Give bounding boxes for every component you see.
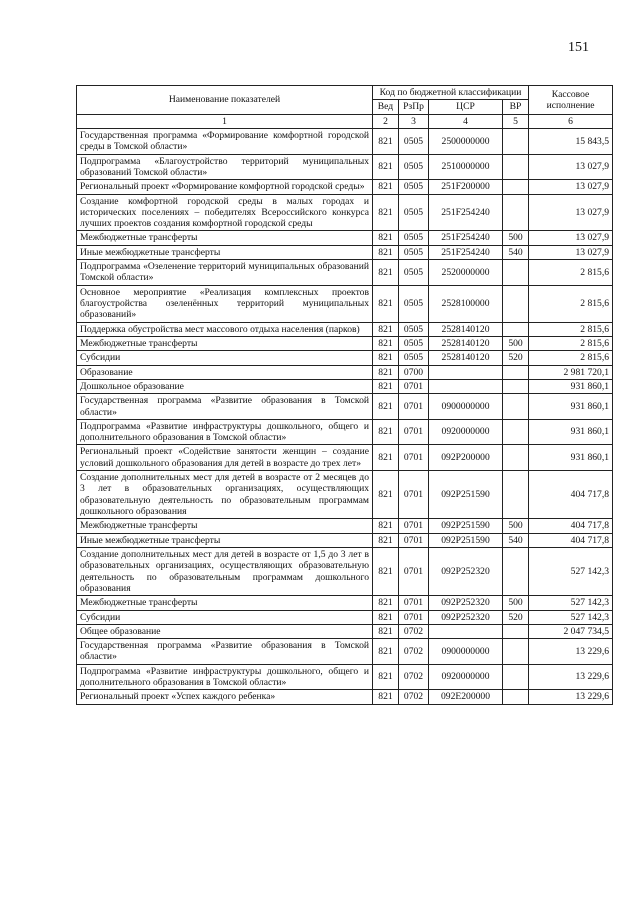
row-ved: 821: [373, 336, 399, 350]
table-row: [77, 336, 613, 350]
row-ved: 821: [373, 379, 399, 393]
row-csr: 251F254240: [429, 231, 503, 245]
row-vr: [503, 154, 529, 180]
table-row: [77, 547, 613, 595]
row-csr: 092P251590: [429, 519, 503, 533]
row-ved: 821: [373, 690, 399, 704]
row-name: Общее образование: [77, 624, 373, 638]
row-rzpr: 0701: [399, 445, 429, 471]
row-amount: 2 047 734,5: [529, 624, 613, 638]
row-vr: [503, 624, 529, 638]
table-row: [77, 624, 613, 638]
row-amount: 13 229,6: [529, 690, 613, 704]
row-vr: [503, 128, 529, 154]
row-rzpr: 0505: [399, 128, 429, 154]
row-rzpr: 0701: [399, 596, 429, 610]
row-rzpr: 0505: [399, 260, 429, 286]
row-name: Субсидии: [77, 610, 373, 624]
row-name: Межбюджетные трансферты: [77, 231, 373, 245]
row-ved: 821: [373, 639, 399, 665]
row-vr: [503, 365, 529, 379]
row-vr: 520: [503, 351, 529, 365]
row-ved: 821: [373, 231, 399, 245]
row-vr: [503, 260, 529, 286]
row-csr: 251F200000: [429, 180, 503, 194]
budget-table: [76, 85, 613, 705]
row-vr: 540: [503, 533, 529, 547]
row-vr: 500: [503, 336, 529, 350]
row-vr: 500: [503, 596, 529, 610]
row-ved: 821: [373, 533, 399, 547]
row-amount: 527 142,3: [529, 610, 613, 624]
column-number: 3: [399, 114, 429, 128]
row-name: Межбюджетные трансферты: [77, 596, 373, 610]
table-row: [77, 445, 613, 471]
row-amount: 931 860,1: [529, 394, 613, 420]
row-ved: 821: [373, 260, 399, 286]
row-rzpr: 0505: [399, 336, 429, 350]
row-csr: 2520000000: [429, 260, 503, 286]
row-csr: 092P251590: [429, 471, 503, 519]
table-row: [77, 194, 613, 231]
row-rzpr: 0701: [399, 419, 429, 445]
row-name: Подпрограмма «Развитие инфраструктуры дошкольного, общего и дополнительного образования в Томской области»: [77, 664, 373, 690]
row-rzpr: 0701: [399, 379, 429, 393]
row-amount: 931 860,1: [529, 379, 613, 393]
row-csr: [429, 365, 503, 379]
table-row: [77, 154, 613, 180]
row-csr: 092P252320: [429, 610, 503, 624]
row-rzpr: 0701: [399, 610, 429, 624]
row-amount: 13 229,6: [529, 664, 613, 690]
row-ved: 821: [373, 245, 399, 259]
row-amount: 13 027,9: [529, 245, 613, 259]
column-number: 1: [77, 114, 373, 128]
row-name: Региональный проект «Успех каждого ребенка»: [77, 690, 373, 704]
row-ved: 821: [373, 519, 399, 533]
table-row: [77, 245, 613, 259]
row-vr: 500: [503, 519, 529, 533]
row-ved: 821: [373, 664, 399, 690]
row-csr: 2510000000: [429, 154, 503, 180]
row-name: Региональный проект «Содействие занятости женщин – создание условий дошкольного образования для детей в возрасте до трех лет»: [77, 445, 373, 471]
row-amount: 527 142,3: [529, 596, 613, 610]
row-csr: 092P251590: [429, 533, 503, 547]
table-row: [77, 690, 613, 704]
row-rzpr: 0702: [399, 690, 429, 704]
row-name: Иные межбюджетные трансферты: [77, 245, 373, 259]
row-name: Поддержка обустройства мест массового отдыха населения (парков): [77, 322, 373, 336]
column-number: 4: [429, 114, 503, 128]
row-vr: [503, 322, 529, 336]
row-ved: 821: [373, 322, 399, 336]
row-vr: 540: [503, 245, 529, 259]
table-header: [77, 86, 613, 129]
row-ved: 821: [373, 194, 399, 231]
row-ved: 821: [373, 180, 399, 194]
row-rzpr: 0505: [399, 285, 429, 322]
row-rzpr: 0702: [399, 639, 429, 665]
row-vr: [503, 690, 529, 704]
row-amount: 2 815,6: [529, 351, 613, 365]
row-name: Субсидии: [77, 351, 373, 365]
row-csr: 2500000000: [429, 128, 503, 154]
table-row: [77, 639, 613, 665]
row-ved: 821: [373, 285, 399, 322]
row-amount: 2 815,6: [529, 322, 613, 336]
row-amount: 13 027,9: [529, 231, 613, 245]
row-amount: 931 860,1: [529, 445, 613, 471]
row-vr: 520: [503, 610, 529, 624]
row-amount: 13 229,6: [529, 639, 613, 665]
row-csr: 092P252320: [429, 596, 503, 610]
header-name: Наименование показателей: [77, 86, 373, 115]
row-ved: 821: [373, 445, 399, 471]
row-csr: [429, 624, 503, 638]
table-row: [77, 365, 613, 379]
row-rzpr: 0701: [399, 547, 429, 595]
row-rzpr: 0505: [399, 245, 429, 259]
row-csr: 0920000000: [429, 664, 503, 690]
header-cash-execution: Кассовое исполнение: [529, 86, 613, 115]
table-row: [77, 231, 613, 245]
row-rzpr: 0505: [399, 180, 429, 194]
row-name: Государственная программа «Развитие образования в Томской области»: [77, 639, 373, 665]
table-row: [77, 664, 613, 690]
table-row: [77, 419, 613, 445]
row-vr: [503, 394, 529, 420]
row-ved: 821: [373, 394, 399, 420]
row-name: Подпрограмма «Озеленение территорий муниципальных образований Томской области»: [77, 260, 373, 286]
row-name: Создание дополнительных мест для детей в возрасте от 1,5 до 3 лет в образовательных организациях, осуществляющих образовательную деятельность по образовательным программам дошкольного образования: [77, 547, 373, 595]
row-rzpr: 0505: [399, 322, 429, 336]
page-number: 151: [568, 40, 589, 55]
row-amount: 931 860,1: [529, 419, 613, 445]
row-amount: 404 717,8: [529, 519, 613, 533]
row-amount: 2 815,6: [529, 336, 613, 350]
row-csr: 2528100000: [429, 285, 503, 322]
row-name: Основное мероприятие «Реализация комплексных проектов благоустройства озеленённых территорий муниципальных образований»: [77, 285, 373, 322]
row-name: Межбюджетные трансферты: [77, 336, 373, 350]
row-name: Дошкольное образование: [77, 379, 373, 393]
row-ved: 821: [373, 351, 399, 365]
row-amount: 404 717,8: [529, 471, 613, 519]
table-row: [77, 471, 613, 519]
column-number: 6: [529, 114, 613, 128]
row-ved: 821: [373, 365, 399, 379]
header-ved: Вед: [373, 100, 399, 114]
row-csr: 0900000000: [429, 394, 503, 420]
row-ved: 821: [373, 610, 399, 624]
table-row: [77, 519, 613, 533]
row-rzpr: 0701: [399, 519, 429, 533]
row-vr: [503, 664, 529, 690]
row-name: Государственная программа «Развитие образования в Томской области»: [77, 394, 373, 420]
row-name: Подпрограмма «Благоустройство территорий муниципальных образований Томской области»: [77, 154, 373, 180]
row-ved: 821: [373, 419, 399, 445]
table-body: [77, 128, 613, 704]
row-name: Государственная программа «Формирование комфортной городской среды в Томской области»: [77, 128, 373, 154]
row-rzpr: 0505: [399, 231, 429, 245]
row-ved: 821: [373, 471, 399, 519]
row-vr: [503, 285, 529, 322]
row-csr: 0900000000: [429, 639, 503, 665]
row-ved: 821: [373, 596, 399, 610]
table-row: [77, 379, 613, 393]
header-vr: ВР: [503, 100, 529, 114]
table-row: [77, 610, 613, 624]
row-amount: 404 717,8: [529, 533, 613, 547]
row-rzpr: 0700: [399, 365, 429, 379]
row-vr: [503, 419, 529, 445]
row-vr: [503, 180, 529, 194]
header-csr: ЦСР: [429, 100, 503, 114]
row-amount: 13 027,9: [529, 180, 613, 194]
column-number: 5: [503, 114, 529, 128]
row-name: Региональный проект «Формирование комфортной городской среды»: [77, 180, 373, 194]
row-rzpr: 0701: [399, 533, 429, 547]
table-row: [77, 351, 613, 365]
row-rzpr: 0505: [399, 154, 429, 180]
row-rzpr: 0701: [399, 394, 429, 420]
row-rzpr: 0505: [399, 351, 429, 365]
row-amount: 527 142,3: [529, 547, 613, 595]
row-csr: [429, 379, 503, 393]
table-row: [77, 128, 613, 154]
row-csr: 092P252320: [429, 547, 503, 595]
row-vr: [503, 471, 529, 519]
row-rzpr: 0702: [399, 624, 429, 638]
row-name: Подпрограмма «Развитие инфраструктуры дошкольного, общего и дополнительного образования в Томской области»: [77, 419, 373, 445]
header-rzpr: РзПр: [399, 100, 429, 114]
row-amount: 13 027,9: [529, 154, 613, 180]
row-rzpr: 0702: [399, 664, 429, 690]
row-name: Образование: [77, 365, 373, 379]
row-ved: 821: [373, 128, 399, 154]
row-vr: [503, 639, 529, 665]
row-vr: [503, 547, 529, 595]
row-amount: 2 815,6: [529, 285, 613, 322]
table-row: [77, 394, 613, 420]
row-amount: 2 815,6: [529, 260, 613, 286]
row-amount: 2 981 720,1: [529, 365, 613, 379]
row-amount: 13 027,9: [529, 194, 613, 231]
header-code-group: Код по бюджетной классификации: [373, 86, 529, 100]
row-csr: 0920000000: [429, 419, 503, 445]
table-row: [77, 285, 613, 322]
table-row: [77, 322, 613, 336]
row-csr: 092P200000: [429, 445, 503, 471]
table-row: [77, 180, 613, 194]
row-name: Межбюджетные трансферты: [77, 519, 373, 533]
row-rzpr: 0505: [399, 194, 429, 231]
row-csr: 2528140120: [429, 322, 503, 336]
table-row: [77, 260, 613, 286]
row-csr: 251F254240: [429, 245, 503, 259]
row-vr: [503, 379, 529, 393]
row-csr: 2528140120: [429, 351, 503, 365]
row-csr: 251F254240: [429, 194, 503, 231]
row-ved: 821: [373, 624, 399, 638]
row-name: Иные межбюджетные трансферты: [77, 533, 373, 547]
row-rzpr: 0701: [399, 471, 429, 519]
column-number: 2: [373, 114, 399, 128]
row-ved: 821: [373, 547, 399, 595]
row-vr: 500: [503, 231, 529, 245]
row-csr: 092E200000: [429, 690, 503, 704]
row-vr: [503, 445, 529, 471]
row-csr: 2528140120: [429, 336, 503, 350]
row-name: Создание комфортной городской среды в малых городах и исторических поселениях – победителях Всероссийского конкурса лучших проектов создания комфортной городской среды: [77, 194, 373, 231]
row-ved: 821: [373, 154, 399, 180]
row-vr: [503, 194, 529, 231]
row-name: Создание дополнительных мест для детей в возрасте от 2 месяцев до 3 лет в образовательных организациях, осуществляющих образовательную деятельность по образовательным программам дошкольного образования: [77, 471, 373, 519]
table-row: [77, 533, 613, 547]
table-row: [77, 596, 613, 610]
row-amount: 15 843,5: [529, 128, 613, 154]
